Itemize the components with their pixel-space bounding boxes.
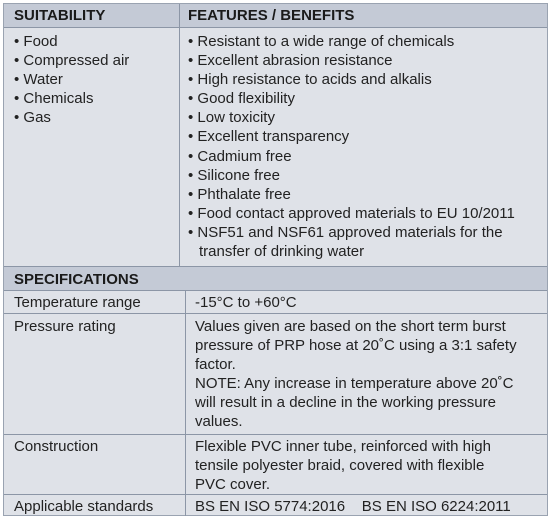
list-item: • Food contact approved materials to EU 10/2011 bbox=[188, 204, 515, 222]
divider bbox=[4, 494, 547, 495]
list-item: • Compressed air bbox=[14, 52, 130, 70]
suitability-list bbox=[14, 32, 129, 127]
list-item: transfer of drinking water bbox=[199, 243, 365, 261]
list-item: • Low toxicity bbox=[188, 109, 275, 127]
features-list bbox=[188, 32, 515, 261]
list-item: • Food bbox=[14, 33, 58, 50]
list-item: • Excellent transparency bbox=[188, 128, 350, 146]
list-item: • Phthalate free bbox=[188, 185, 291, 203]
list-item: • Excellent abrasion resistance bbox=[188, 52, 393, 70]
column-divider bbox=[179, 4, 180, 266]
list-item: • Chemicals bbox=[14, 90, 94, 108]
suitability-heading: SUITABILITY bbox=[14, 7, 106, 24]
features-heading: FEATURES / BENEFITS bbox=[188, 7, 355, 24]
divider bbox=[4, 27, 547, 28]
list-item: • Resistant to a wide range of chemicals bbox=[188, 33, 455, 50]
standards-label: Applicable standards bbox=[14, 498, 154, 515]
divider bbox=[4, 290, 547, 291]
construction-label: Construction bbox=[14, 438, 99, 455]
list-item: • Water bbox=[14, 71, 63, 89]
specification-table bbox=[3, 3, 548, 516]
list-item: • Cadmium free bbox=[188, 147, 292, 165]
list-item: • Gas bbox=[14, 109, 51, 127]
list-item: • Silicone free bbox=[188, 166, 280, 184]
column-divider bbox=[185, 291, 186, 516]
temperature-label: Temperature range bbox=[14, 294, 141, 311]
list-item: • Good flexibility bbox=[188, 90, 295, 108]
pressure-value: Values given are based on the short term burst pressure of PRP hose at 20˚C using a 3:1 safety factor. NOTE: Any increase in temperature above 20˚C will result in a decline in the working pressure values. bbox=[195, 318, 517, 431]
list-item: • NSF51 and NSF61 approved materials for the bbox=[188, 223, 503, 241]
specifications-heading: SPECIFICATIONS bbox=[14, 271, 139, 288]
standards-value: BS EN ISO 5774:2016 BS EN ISO 6224:2011 bbox=[195, 498, 511, 515]
pressure-label: Pressure rating bbox=[14, 318, 116, 335]
temperature-value: -15°C to +60°C bbox=[195, 294, 297, 311]
divider bbox=[4, 434, 547, 435]
construction-value: Flexible PVC inner tube, reinforced with high tensile polyester braid, covered with flexible PVC cover. bbox=[195, 438, 491, 494]
list-item: • High resistance to acids and alkalis bbox=[188, 71, 432, 89]
divider bbox=[4, 313, 547, 314]
